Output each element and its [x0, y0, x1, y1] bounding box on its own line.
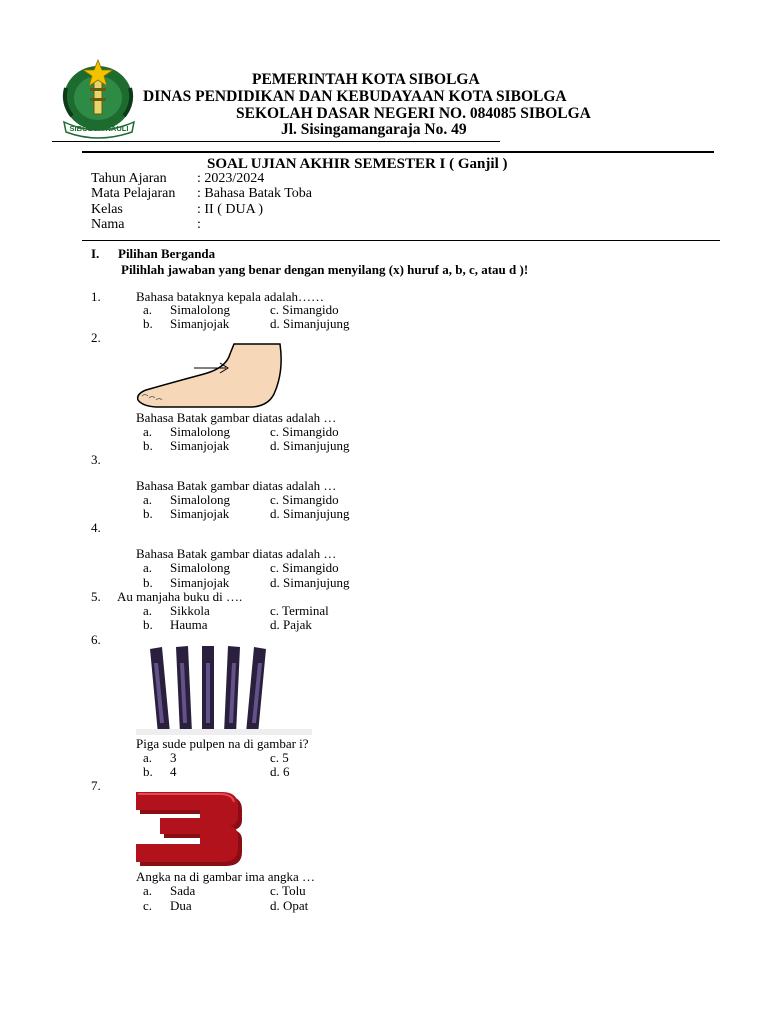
option-text: Simanjojak — [170, 438, 230, 453]
option-letter: b. — [143, 506, 153, 521]
option-letter: a. — [143, 302, 153, 317]
question-text: Bahasa Batak gambar diatas adalah … — [136, 410, 337, 425]
question-number: 6. — [91, 632, 101, 647]
pens-photo — [136, 643, 312, 735]
option-text: Simanjojak — [170, 506, 230, 521]
option-text: c. Simangido — [270, 424, 339, 439]
option-letter: a. — [143, 492, 153, 507]
header-rule-thin — [52, 141, 500, 142]
option-letter: c. — [143, 898, 153, 913]
section-instruction: Pilihlah jawaban yang benar dengan menyilang (x) huruf a, b, c, atau d )! — [121, 262, 529, 277]
exam-title: SOAL UJIAN AKHIR SEMESTER I ( Ganjil ) — [207, 156, 508, 172]
question-number: 7. — [91, 778, 101, 793]
option-letter: b. — [143, 764, 153, 779]
option-text: 3 — [170, 750, 177, 765]
option-text: Simalolong — [170, 560, 230, 575]
option-text: Simalolong — [170, 302, 230, 317]
sibolga-logo — [58, 58, 142, 140]
question-number: 2. — [91, 330, 101, 345]
header-line-4: Jl. Sisingamangaraja No. 49 — [281, 121, 467, 138]
option-text: Simanjojak — [170, 316, 230, 331]
question-number: 4. — [91, 520, 101, 535]
option-text: Simalolong — [170, 492, 230, 507]
header-line-3: SEKOLAH DASAR NEGERI NO. 084085 SIBOLGA — [236, 105, 591, 122]
option-text: d. Simanjujung — [270, 506, 350, 521]
header-line-1: PEMERINTAH KOTA SIBOLGA — [252, 71, 480, 88]
info-value: : 2023/2024 — [197, 171, 265, 186]
question-number: 3. — [91, 452, 101, 467]
option-text: d. Simanjujung — [270, 575, 350, 590]
option-letter: a. — [143, 560, 153, 575]
question-text: Bahasa Batak gambar diatas adalah … — [136, 546, 337, 561]
option-text: c. Terminal — [270, 603, 329, 618]
info-label: Kelas — [91, 202, 123, 217]
pen-icon — [202, 646, 214, 734]
option-text: c. Simangido — [270, 492, 339, 507]
option-letter: a. — [143, 603, 153, 618]
question-number: 5. — [91, 589, 101, 604]
option-text: Sikkola — [170, 603, 210, 618]
option-letter: a. — [143, 883, 153, 898]
info-value: : II ( DUA ) — [197, 202, 264, 217]
foot-illustration — [134, 342, 284, 410]
info-label: Tahun Ajaran — [91, 171, 167, 186]
option-text: Dua — [170, 898, 192, 913]
option-text: c. 5 — [270, 750, 289, 765]
option-text: Hauma — [170, 617, 208, 632]
header-rule-thick — [82, 151, 714, 153]
option-text: c. Simangido — [270, 560, 339, 575]
info-label: Mata Pelajaran — [91, 186, 176, 201]
option-letter: a. — [143, 424, 153, 439]
question-text: Angka na di gambar ima angka … — [136, 869, 316, 884]
option-letter: b. — [143, 438, 153, 453]
question-number: 1. — [91, 289, 101, 304]
option-letter: a. — [143, 750, 153, 765]
option-text: Simanjojak — [170, 575, 230, 590]
option-text: d. Simanjujung — [270, 438, 350, 453]
option-letter: b. — [143, 575, 153, 590]
info-label: Nama — [91, 217, 125, 232]
option-text: 4 — [170, 764, 177, 779]
info-value: : — [197, 217, 201, 232]
question-text: Piga sude pulpen na di gambar i? — [136, 736, 309, 751]
option-letter: b. — [143, 316, 153, 331]
question-text: Bahasa Batak gambar diatas adalah … — [136, 478, 337, 493]
option-text: c. Tolu — [270, 883, 306, 898]
option-text: d. 6 — [270, 764, 290, 779]
option-text: c. Simangido — [270, 302, 339, 317]
section-number: I. — [91, 246, 100, 261]
option-text: Simalolong — [170, 424, 230, 439]
option-text: d. Opat — [270, 898, 309, 913]
logo-ribbon-text: SIBOLGA NAULI — [69, 124, 129, 133]
option-text: d. Simanjujung — [270, 316, 350, 331]
info-rule — [82, 240, 720, 241]
number-three-graphic — [134, 790, 246, 870]
option-letter: b. — [143, 617, 153, 632]
option-text: d. Pajak — [270, 617, 312, 632]
question-text: Au manjaha buku di …. — [117, 589, 243, 604]
question-text: Bahasa bataknya kepala adalah…… — [136, 289, 325, 304]
section-title: Pilihan Berganda — [118, 246, 216, 261]
info-value: : Bahasa Batak Toba — [197, 186, 313, 201]
header-line-2: DINAS PENDIDIKAN DAN KEBUDAYAAN KOTA SIBOLGA — [143, 88, 567, 105]
option-text: Sada — [170, 883, 196, 898]
